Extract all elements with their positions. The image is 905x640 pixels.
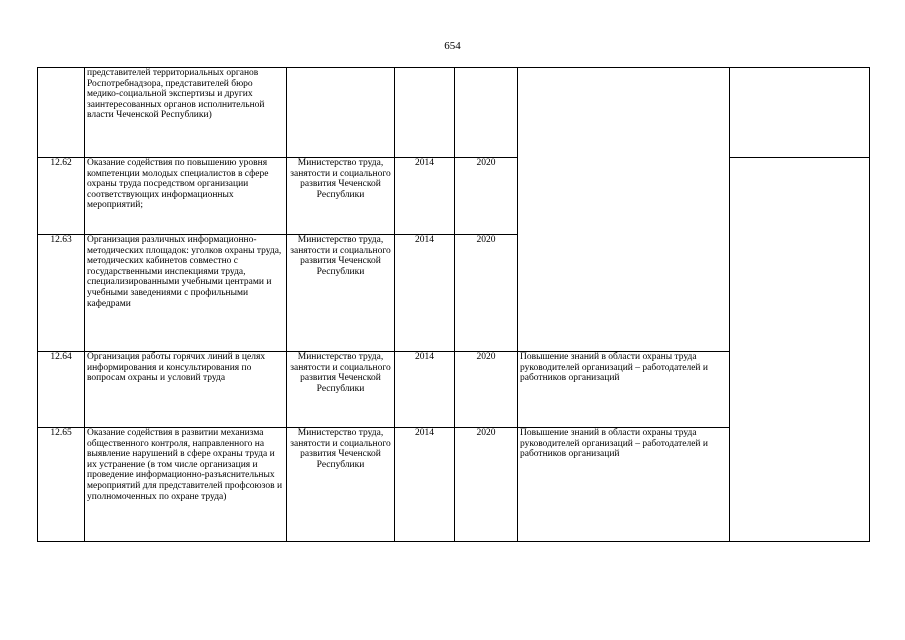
- start-year: 2014: [395, 158, 455, 235]
- measure-description: Организация работы горячих линий в целях информирования и консультирования по вопросам охраны и условий труда: [85, 352, 287, 428]
- executor-cell: Министерство труда, занятости и социального развития Чеченской Республики: [287, 352, 395, 428]
- end-year: 2020: [455, 235, 518, 352]
- executor-cell: Министерство труда, занятости и социального развития Чеченской Республики: [287, 428, 395, 542]
- executor-cell: Министерство труда, занятости и социального развития Чеченской Республики: [287, 158, 395, 235]
- expected-result: Повышение знаний в области охраны труда руководителей организаций – работодателей и работников организаций: [518, 428, 730, 542]
- table-row: [38, 158, 870, 235]
- measures-table: [37, 67, 870, 542]
- end-year: 2020: [455, 158, 518, 235]
- row-number: 12.64: [38, 352, 85, 428]
- measure-description: Организация различных информационно-методических площадок: уголков охраны труда, методических кабинетов совместно с государственными инспекциями труда, специализированными учебными центрами и учебными заведениями с профильными кафедрами: [85, 235, 287, 352]
- start-year: [395, 68, 455, 158]
- row-number: 12.65: [38, 428, 85, 542]
- extra-cell: [730, 68, 870, 158]
- expected-result: Повышение знаний в области охраны труда руководителей организаций – работодателей и работников организаций: [518, 352, 730, 428]
- executor-cell: [287, 68, 395, 158]
- row-number: 12.63: [38, 235, 85, 352]
- page-number: 654: [444, 40, 461, 52]
- executor-cell: Министерство труда, занятости и социального развития Чеченской Республики: [287, 235, 395, 352]
- measure-description: Оказание содействия по повышению уровня компетенции молодых специалистов в сфере охраны труда посредством организации соответствующих информационных мероприятий;: [85, 158, 287, 235]
- measure-description: представителей территориальных органов Роспотребнадзора, представителей бюро медико-социальной экспертизы и других заинтересованных органов исполнительной власти Чеченской Республики): [85, 68, 287, 158]
- end-year: [455, 68, 518, 158]
- measure-description: Оказание содействия в развитии механизма общественного контроля, направленного на выявление нарушений в сфере охраны труда и их устранение (в том числе организация и проведение информационно-разъяснительных мероприятий для представителей профсоюзов и уполномоченных по охране труда): [85, 428, 287, 542]
- start-year: 2014: [395, 352, 455, 428]
- start-year: 2014: [395, 235, 455, 352]
- row-number: 12.62: [38, 158, 85, 235]
- table-row: [38, 68, 870, 158]
- result-cell-merged: [518, 68, 730, 352]
- end-year: 2020: [455, 428, 518, 542]
- end-year: 2020: [455, 352, 518, 428]
- row-number: [38, 68, 85, 158]
- extra-cell-merged: [730, 158, 870, 542]
- start-year: 2014: [395, 428, 455, 542]
